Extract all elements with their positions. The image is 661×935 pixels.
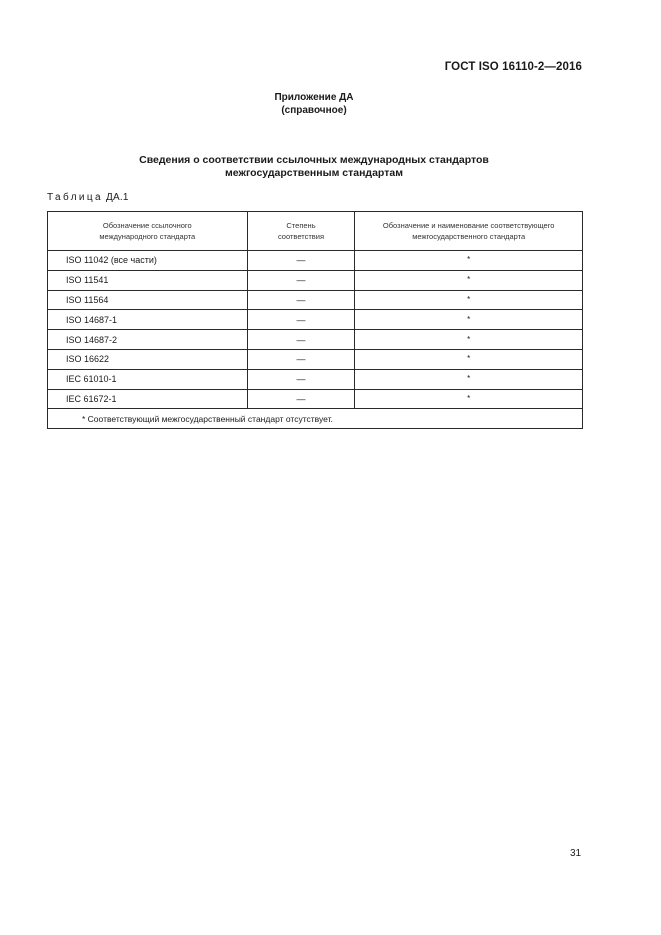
cell-standard: ISO 14687-2 (48, 330, 248, 350)
header-col1-line-1: Обозначение ссылочного (102, 220, 192, 230)
table-caption-number: ДА.1 (106, 192, 129, 203)
section-title-line-1: Сведения о соответствии ссылочных международных стандартов (139, 154, 489, 166)
header-col1-line-2: международного стандарта (99, 232, 196, 241)
page-number: 31 (570, 848, 582, 859)
table-row (48, 251, 583, 271)
cell-degree: — (247, 290, 355, 310)
header-conformity-degree (247, 212, 355, 251)
table-header-row (48, 212, 583, 251)
cell-standard: ISO 11541 (48, 270, 248, 290)
header-col2-line-2: соответствия (277, 232, 325, 241)
section-title (0, 154, 628, 180)
cell-standard: ISO 14687-1 (48, 310, 248, 330)
table-row (48, 270, 583, 290)
table-footnote-row (48, 409, 583, 429)
cell-degree: — (247, 369, 355, 389)
cell-standard: ISO 11564 (48, 290, 248, 310)
cell-degree: — (247, 270, 355, 290)
table-row (48, 330, 583, 350)
cell-degree: — (247, 251, 355, 271)
cell-gost: * (355, 330, 583, 350)
table-row (48, 369, 583, 389)
cell-standard: IEC 61010-1 (48, 369, 248, 389)
header-col3-line-1: Обозначение и наименование соответствующего (382, 220, 555, 230)
cell-gost: * (355, 349, 583, 369)
appendix-subtitle: (справочное) (281, 104, 347, 116)
cell-degree: — (247, 310, 355, 330)
table-footnote: * Соответствующий межгосударственный стандарт отсутствует. (48, 409, 583, 429)
header-col2-line-1: Степень (286, 220, 316, 230)
cell-degree: — (247, 330, 355, 350)
cell-gost: * (355, 290, 583, 310)
document-number: ГОСТ ISO 16110-2—2016 (444, 61, 582, 73)
cell-gost: * (355, 270, 583, 290)
cell-gost: * (355, 251, 583, 271)
cell-standard: ISO 16622 (48, 349, 248, 369)
conformity-table (47, 211, 583, 429)
cell-standard: ISO 11042 (все части) (48, 251, 248, 271)
header-referenced-standard (48, 212, 248, 251)
cell-standard: IEC 61672-1 (48, 389, 248, 409)
table-row (48, 389, 583, 409)
cell-degree: — (247, 389, 355, 409)
cell-degree: — (247, 349, 355, 369)
table-row (48, 290, 583, 310)
header-col3-line-2: межгосударственного стандарта (412, 232, 526, 241)
table-row (48, 310, 583, 330)
section-title-line-2: межгосударственным стандартам (225, 167, 403, 179)
cell-gost: * (355, 310, 583, 330)
header-interstate-standard (355, 212, 583, 251)
appendix-heading (0, 92, 628, 117)
table-caption (47, 192, 129, 203)
cell-gost: * (355, 369, 583, 389)
appendix-title: Приложение ДА (274, 92, 354, 103)
cell-gost: * (355, 389, 583, 409)
table-row (48, 349, 583, 369)
table-caption-word: Таблица (47, 192, 104, 203)
